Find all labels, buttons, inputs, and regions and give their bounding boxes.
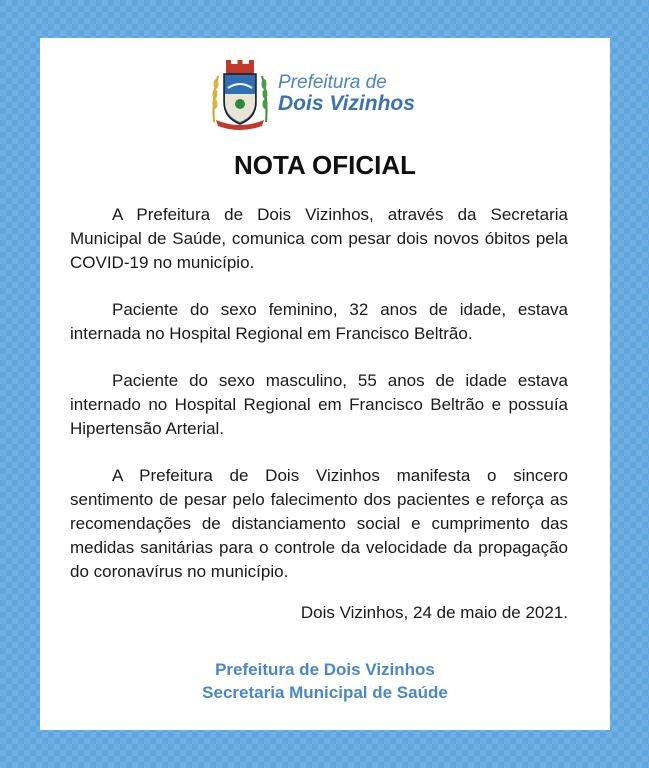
logo-line-prefeitura: Prefeitura de [278, 72, 387, 93]
notice-title: NOTA OFICIAL [234, 150, 416, 180]
municipal-coat-of-arms-icon [208, 58, 272, 130]
notice-card [40, 38, 610, 730]
notice-body [70, 203, 568, 607]
paragraph-condolences: A Prefeitura de Dois Vizinhos manifesta o sincero sentimento de pesar pelo falecimento dos pacientes e reforça as recomendações de distanciamento social e cumprimento das medidas sanitárias para o controle da velocidade da propagação do coronavírus no município. [70, 466, 568, 581]
paragraph-announcement: A Prefeitura de Dois Vizinhos, através da Secretaria Municipal de Saúde, comunica com pesar dois novos óbitos pela COVID-19 no município. [70, 205, 568, 272]
signature [40, 658, 610, 704]
signature-line-prefeitura: Prefeitura de Dois Vizinhos [215, 660, 435, 679]
paragraph-patient-male: Paciente do sexo masculino, 55 anos de idade estava internado no Hospital Regional em Francisco Beltrão e possuía Hipertensão Arterial. [70, 371, 568, 438]
header-logo [208, 58, 415, 130]
logo-line-city: Dois Vizinhos [278, 91, 415, 115]
paragraph-patient-female: Paciente do sexo feminino, 32 anos de idade, estava internada no Hospital Regional em Francisco Beltrão. [70, 300, 568, 343]
signature-line-secretaria: Secretaria Municipal de Saúde [202, 683, 448, 702]
notice-date: Dois Vizinhos, 24 de maio de 2021. [300, 603, 568, 622]
